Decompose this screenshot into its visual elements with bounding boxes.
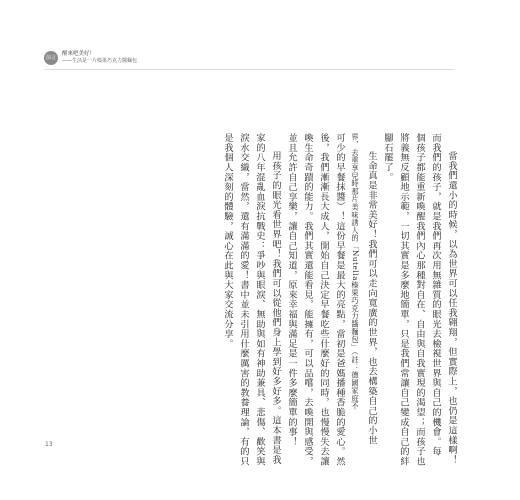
text-column: 家的八年混亂血淚抗戰史：爭吵與眼淚、無助與如有神助兼具、悲傷、歡笑與 [254,133,265,467]
chapter-titles [62,51,137,65]
text-column: 個孩子都能重新喚醒我們內心那種對自在、自由與自我實現的渴望；而孩子也 [414,133,425,467]
text-column: 後，我們漸漸長大成人，開始自己決定早餐吃些什麼好的同時，也慢慢失去讓 [318,133,329,467]
chapter-subtitle: ——生活是一片榛果巧克力醬麵包 [62,58,138,64]
text-column: 腳石罷了。 [382,133,393,182]
header-divider [44,69,454,70]
text-column: 生命真是非常美好！我們可以走向寬廣的世界，也去構築自己的小世 [366,151,377,445]
text-column: 淚水交織，當然，還有滿滿的愛！書中並未引用什麼厲害的教養理論，有的只 [238,133,249,467]
text-column: 喚生命奇蹟的能力。我們其實還能看見，能擁有，可以品嚐，去喚開與感受， [302,133,313,467]
text-column: 用孩子的眼光看世界吧！我們可以從他們身上學到好多好多。這本書是我 [270,151,281,465]
vertical-body-text [176,133,457,467]
text-column: 當我們還小的時候，以為世界可以任我翱翔，但實際上，也仍是這樣啊！ [446,151,457,465]
text-column: 界，去重享兒時那片美味誘人的「Nutella榛果巧克力醬麵包」（註：德國家庭不 [351,133,360,411]
text-column: 並且允許自己享樂，讓自己知道，原來幸福與滿足是一件多麼簡單的事！ [286,133,297,447]
chapter-badge: 前言 [44,51,58,65]
text-column: 而我們的孩子，就是我們再次用無雜質的眼光去檢視世界與自己的機會。每 [430,133,441,457]
chapter-title: 醒來吧美好！ [62,51,96,57]
text-column: 將義無反顧地示範，一切其實是多麼地簡單，只是我們常讓自己變成自己的絆 [398,133,409,467]
page-number: 13 [45,441,53,448]
text-column: 可少的早餐抹醬）！這份早餐是最大的亮點，當初是爸媽播種香脆的愛心。然 [334,133,345,467]
text-column: 是我個人深刻的體驗，誠心在此與大家交流分享。 [222,133,233,349]
chapter-header [44,50,137,66]
